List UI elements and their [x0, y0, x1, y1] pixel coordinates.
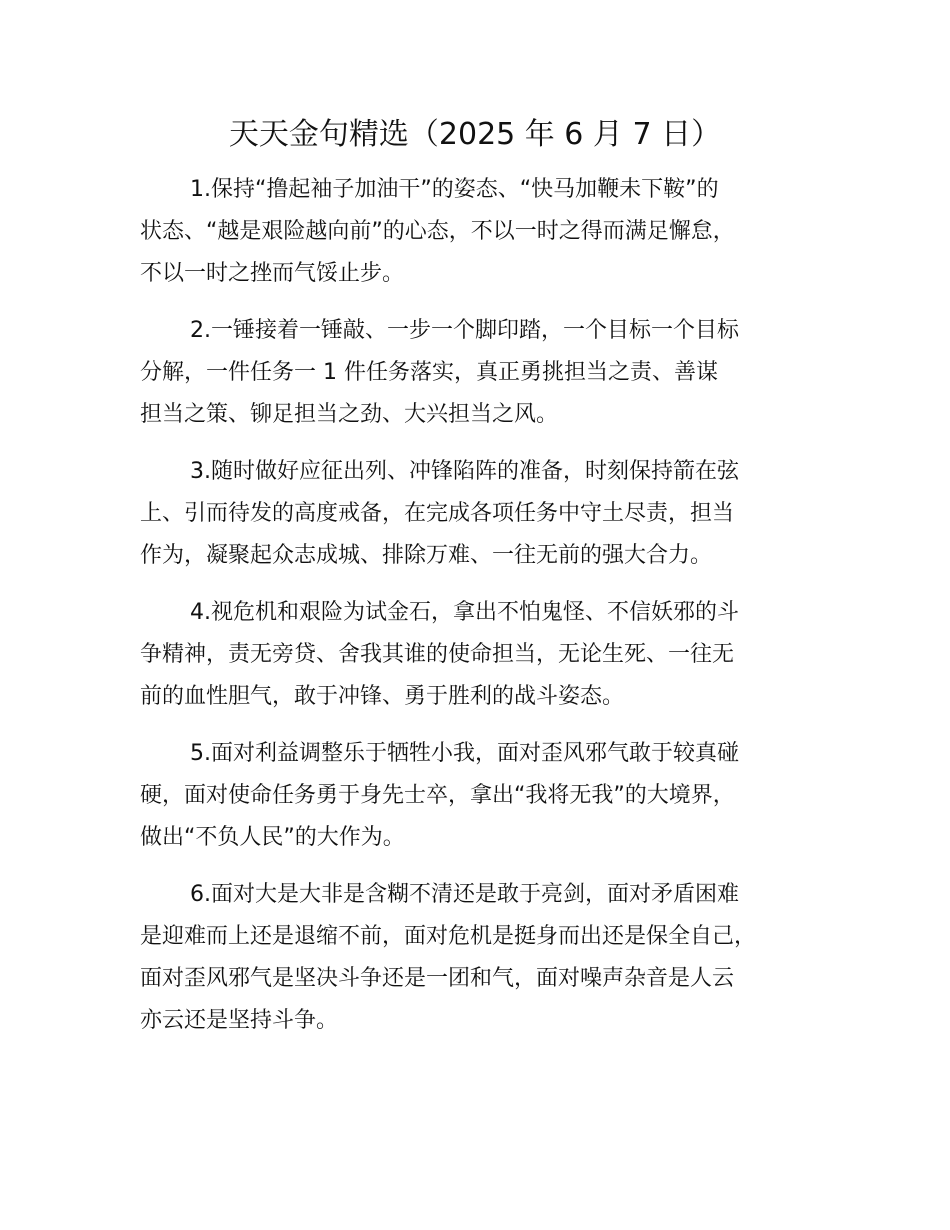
paragraph-line: 前的血性胆气，敢于冲锋、勇于胜利的战斗姿态。 — [140, 684, 625, 709]
document-body — [140, 169, 840, 1057]
paragraph-line: 亦云还是坚持斗争。 — [140, 1008, 339, 1033]
paragraph-2 — [140, 310, 840, 436]
paragraph-line: 5.面对利益调整乐于牺牲小我，面对歪风邪气敢于较真碰 — [190, 741, 739, 766]
paragraph-5 — [140, 733, 840, 859]
paragraph-line: 作为，凝聚起众志成城、排除万难、一往无前的强大合力。 — [140, 543, 713, 568]
paragraph-line: 4.视危机和艰险为试金石，拿出不怕鬼怪、不信妖邪的斗 — [190, 600, 739, 625]
paragraph-line: 2.一锤接着一锤敲、一步一个脚印踏，一个目标一个目标 — [190, 318, 739, 343]
paragraph-3 — [140, 451, 840, 577]
paragraph-line: 争精神，责无旁贷、舍我其谁的使命担当，无论生死、一往无 — [140, 642, 735, 667]
paragraph-line: 3.随时做好应征出列、冲锋陷阵的准备，时刻保持箭在弦 — [190, 459, 739, 484]
document-title: 天天金句精选（2025 年 6 月 7 日） — [228, 117, 722, 152]
paragraph-line: 分解，一件任务一 1 件任务落实，真正勇挑担当之责、善谋 — [140, 360, 718, 385]
paragraph-6 — [140, 874, 840, 1042]
paragraph-line: 上、引而待发的高度戒备，在完成各项任务中守土尽责，担当 — [140, 501, 735, 526]
paragraph-line: 6.面对大是大非是含糊不清还是敢于亮剑，面对矛盾困难 — [190, 882, 739, 907]
paragraph-line: 做出“不负人民”的大作为。 — [140, 825, 405, 850]
paragraph-line: 不以一时之挫而气馁止步。 — [140, 261, 405, 286]
paragraph-4 — [140, 592, 840, 718]
paragraph-line: 面对歪风邪气是坚决斗争还是一团和气，面对噪声杂音是人云 — [140, 966, 735, 991]
paragraph-line: 硬，面对使命任务勇于身先士卒，拿出“我将无我”的大境界， — [140, 783, 735, 808]
paragraph-line: 担当之策、铆足担当之劲、大兴担当之风。 — [140, 402, 559, 427]
paragraph-line: 状态、“越是艰险越向前”的心态，不以一时之得而满足懈怠， — [140, 219, 735, 244]
paragraph-line: 是迎难而上还是退缩不前，面对危机是挺身而出还是保全自己， — [140, 924, 757, 949]
paragraph-line: 1.保持“撸起袖子加油干”的姿态、“快马加鞭未下鞍”的 — [190, 177, 719, 202]
paragraph-1 — [140, 169, 840, 295]
